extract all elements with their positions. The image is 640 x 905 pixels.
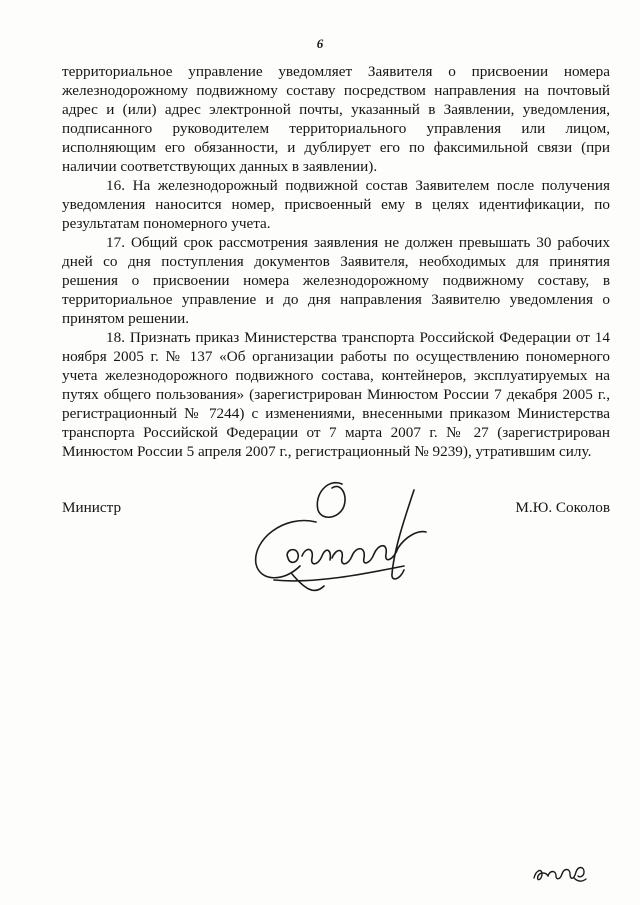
paragraph-18: 18. Признать приказ Министерства транспорта Российской Федерации от 14 ноября 2005 г. № 137 «Об организации работы по осуществлению пономерного учета железнодорожного подвижного состава, контейнеров, эксплуатируемых на путях общего пользования» (зарегистрирован Минюстом России 7 декабря 2005 г., регистрационный № 7244) с изменениями, внесенными приказом Министерства транспорта Российской Федерации от 7 марта 2007 г. № 27 (зарегистрирован Минюстом России 5 апреля 2007 г., регистрационный № 9239), утратившим силу. xyxy=(62,329,610,460)
signatory-title: Министр xyxy=(62,499,122,516)
document-body xyxy=(62,62,610,461)
handwritten-initials-icon xyxy=(530,862,590,886)
page-number: 6 xyxy=(316,36,324,51)
signatory-name: М.Ю. Соколов xyxy=(515,499,610,516)
handwritten-signature-icon xyxy=(244,470,434,600)
paragraph-17: 17. Общий срок рассмотрения заявления не должен превышать 30 рабочих дней со дня поступления документов Заявителя, необходимых для принятия решения о присвоении номера железнодорожному подвижному составу, в территориальное управление и до дня направления Заявителю уведомления о принятом решении. xyxy=(62,234,610,327)
paragraph-15-continuation: территориальное управление уведомляет Заявителя о присвоении номера железнодорожному подвижному составу посредством направления на почтовый адрес и (или) адрес электронной почты, указанный в Заявлении, уведомления, подписанного руководителем территориального управления или лицом, исполняющим его обязанности, и дублирует его по факсимильной связи (при наличии соответствующих данных в заявлении). xyxy=(62,63,610,175)
paragraph-16: 16. На железнодорожный подвижной состав Заявителем после получения уведомления наносится номер, присвоенный ему в целях идентификации, по результатам пономерного учета. xyxy=(62,177,610,232)
